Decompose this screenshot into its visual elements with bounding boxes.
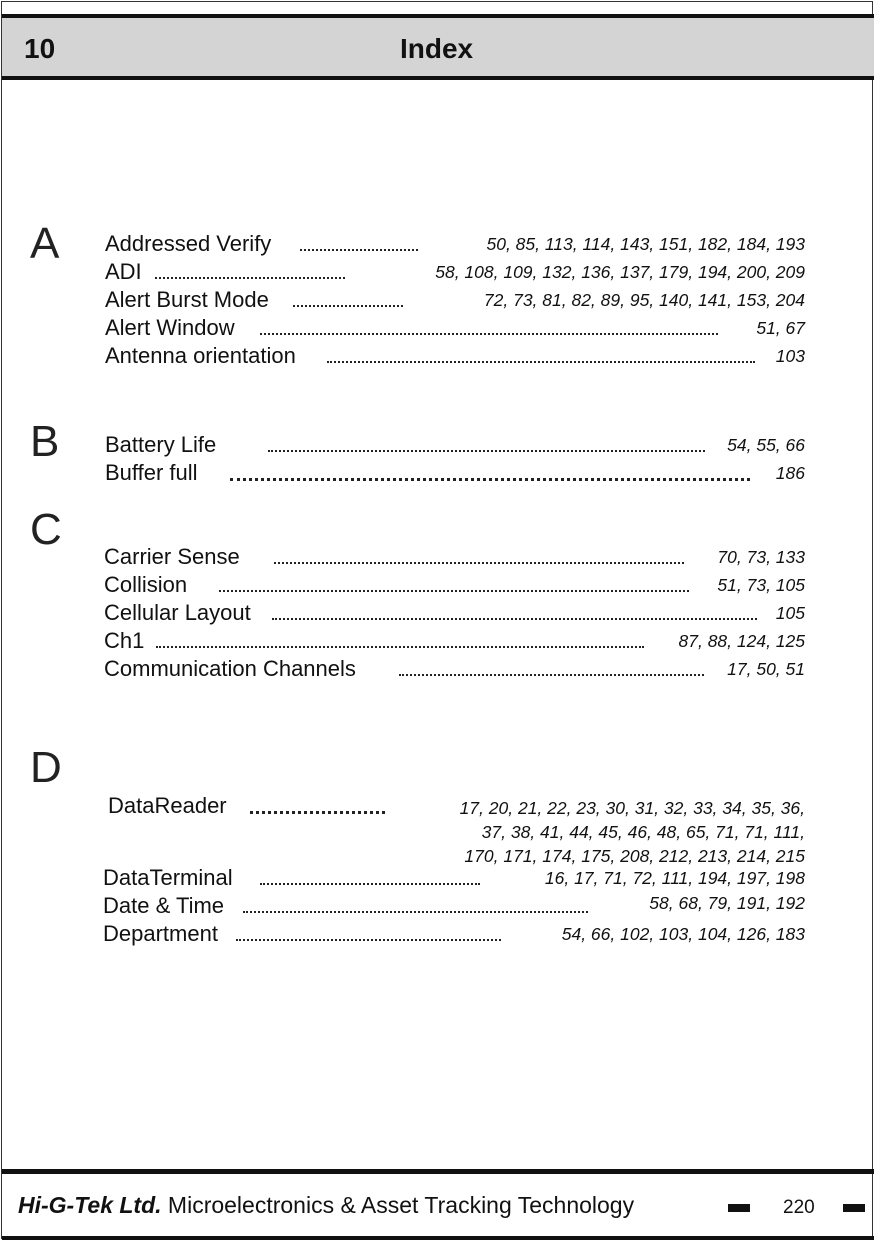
index-pages: 72, 73, 81, 82, 89, 95, 140, 141, 153, 204 [483, 290, 805, 310]
index-entry [105, 432, 805, 458]
section-letter-b: B [30, 417, 60, 466]
index-pages: 70, 73, 133 [717, 547, 805, 567]
index-pages: 54, 55, 66 [727, 435, 805, 455]
leader-dots [300, 249, 418, 251]
leader-dots [272, 618, 757, 620]
index-pages: 58, 108, 109, 132, 136, 137, 179, 194, 200, 209 [435, 262, 805, 282]
leader-dots [327, 361, 755, 363]
index-pages: 54, 66, 102, 103, 104, 126, 183 [561, 924, 805, 944]
leader-dots [155, 277, 345, 279]
leader-dots [243, 911, 588, 913]
index-entry [104, 572, 805, 598]
index-entry [103, 865, 805, 891]
chapter-number: 10 [24, 33, 56, 64]
index-term: Alert Window [105, 315, 235, 340]
index-pages: 50, 85, 113, 114, 143, 151, 182, 184, 193 [486, 234, 805, 254]
leader-dots [260, 333, 718, 335]
index-entry [105, 315, 805, 341]
index-entry [104, 628, 805, 654]
leader-dots [268, 450, 705, 452]
index-pages: 103 [775, 346, 805, 366]
index-pages: 58, 68, 79, 191, 192 [649, 893, 805, 913]
index-term: DataTerminal [103, 865, 233, 890]
index-term: ADI [105, 259, 142, 284]
index-entry [108, 793, 805, 868]
index-term: Battery Life [105, 432, 217, 457]
index-term: Carrier Sense [104, 544, 240, 569]
index-term: DataReader [108, 793, 227, 818]
index-pages: 51, 67 [756, 318, 805, 338]
section-letter-c: C [30, 505, 62, 554]
footer-text [18, 1192, 634, 1219]
company-name: Hi-G-Tek Ltd. [18, 1192, 162, 1218]
index-entry [105, 460, 805, 486]
index-entry [104, 600, 805, 626]
index-pages: 51, 73, 105 [717, 575, 805, 595]
index-term: Cellular Layout [104, 600, 251, 625]
index-pages: 186 [775, 463, 805, 483]
leader-dots [156, 646, 644, 648]
index-pages: 16, 17, 71, 72, 111, 194, 197, 198 [544, 868, 805, 888]
index-term: Date & Time [103, 893, 225, 918]
index-pages: 17, 50, 51 [727, 659, 805, 679]
index-term: Department [103, 921, 218, 946]
page-header [2, 14, 874, 80]
pages-line: 17, 20, 21, 22, 23, 30, 31, 32, 33, 34, 35, 36, [459, 798, 805, 818]
index-entry [104, 544, 805, 570]
leader-dots [260, 883, 480, 885]
leader-dots [399, 674, 704, 676]
leader-dots [230, 478, 750, 481]
index-entry [105, 259, 805, 285]
index-term: Collision [104, 572, 188, 597]
page-marker-right [843, 1204, 865, 1212]
index-pages: 105 [775, 603, 805, 623]
index-term: Buffer full [105, 460, 198, 485]
section-letter-a: A [30, 219, 60, 268]
index-pages: 87, 88, 124, 125 [678, 631, 805, 651]
leader-dots [250, 811, 385, 814]
footer-bottom-rule [2, 1236, 874, 1240]
section-letter-d: D [30, 743, 62, 792]
index-term: Ch1 [104, 628, 145, 653]
index-entry [105, 231, 805, 257]
index-entry [103, 893, 805, 919]
index-term: Addressed Verify [105, 231, 272, 256]
index-entry [105, 287, 805, 313]
company-tagline: Microelectronics & Asset Tracking Technology [161, 1192, 635, 1218]
index-entry [105, 343, 805, 369]
index-term: Antenna orientation [105, 343, 296, 368]
page-marker-left [728, 1204, 750, 1212]
leader-dots [236, 939, 501, 941]
page-number: 220 [783, 1197, 815, 1218]
index-pages [460, 796, 805, 868]
index-entry [104, 656, 805, 682]
index-term: Alert Burst Mode [105, 287, 269, 312]
leader-dots [274, 562, 684, 564]
index-term: Communication Channels [104, 656, 356, 681]
pages-line: 37, 38, 41, 44, 45, 46, 48, 65, 71, 71, 111, [481, 822, 805, 842]
leader-dots [219, 590, 689, 592]
page-title: Index [400, 33, 474, 64]
pages-line: 170, 171, 174, 175, 208, 212, 213, 214, 215 [464, 846, 805, 866]
leader-dots [293, 305, 403, 307]
footer-rule [2, 1169, 874, 1174]
index-entry [103, 921, 805, 947]
